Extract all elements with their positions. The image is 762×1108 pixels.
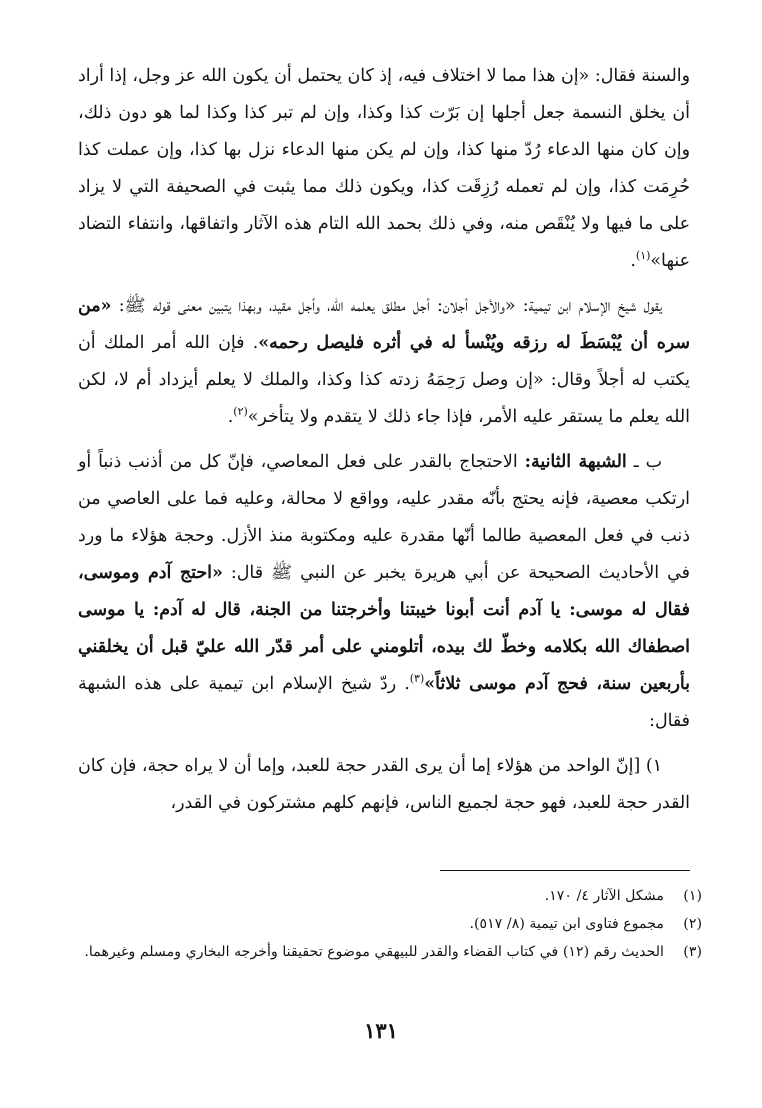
text-run: الاحتجاج بالقدر على فعل المعاصي، فإنّ كل من أذنب ذنباً أو ارتكب معصية، فإنه يحتج بأنّه مقدر عليه، وواقع لا محالة، وعليه فما على العاصي من ذنب في فعل المعصية طالما أنّها مقدرة عليه ومكتوبة منذ الأزل. وحجة هؤلاء ما ورد في الأحاديث الصحيحة عن أبي هريرة يخبر عن النبي ﷺ قال: bbox=[78, 452, 690, 583]
footnote-ref: (٢) bbox=[233, 405, 248, 419]
paragraph-3 bbox=[78, 444, 690, 740]
text-run: ب ـ bbox=[626, 452, 663, 472]
footnotes bbox=[78, 882, 702, 966]
page-number: ١٣١ bbox=[364, 1018, 398, 1043]
footnote-separator bbox=[440, 870, 690, 871]
text-run: . bbox=[630, 251, 636, 271]
text-run: . فإن الله أمر الملك أن يكتب له أجلاً وقال: «إن وصل رَحِمَهُ زدته كذا وكذا، والملك لا يعلم أيزداد أم لا، لكن الله يعلم ما يستقر عليه الأمر، فإذا جاء ذلك لا يتقدم ولا يتأخر» bbox=[78, 333, 690, 427]
footnote-number: (٣) bbox=[683, 944, 702, 960]
body-text bbox=[78, 58, 690, 830]
text-run: والسنة فقال: «إن هذا مما لا اختلاف فيه، إذ كان يحتمل أن يكون الله عز وجل، إذا أراد أن يخلق النسمة جعل أجلها إن بَرّت كذا وكذا، وإن لم تبر كذا وكذا لما هو دون ذلك، وإن كان منها الدعاء رُدّ منها كذا، وإن لم يكن منها الدعاء نزل بها كذا، وإن عملت كذا حُرِمَت كذا، وإن لم تعمله رُزِقَت كذا، ويكون ذلك مما يثبت في الصحيفة التي لا يزاد على ما فيها ولا يُنْقَص منه، وفي ذلك بحمد الله التام هذه الآثار واتفاقها، وانتفاء التضاد عنها» bbox=[78, 66, 690, 271]
footnote-text: مجموع فتاوى ابن تيمية (٨/ ٥١٧). bbox=[469, 916, 664, 932]
bold-text: الشبهة الثانية: bbox=[524, 452, 627, 472]
text-run: . bbox=[227, 407, 234, 427]
footnote-3 bbox=[78, 938, 702, 966]
text-run: . ردّ شيخ الإسلام ابن تيمية على هذه الشبهة فقال: bbox=[78, 674, 690, 731]
text-run: يقول شيخ الإسلام ابن تيمية: «والأجل أجلان: أجل مطلق يعلمه الله، وأجل مقيد، وبهذا يتبين معنى قوله ﷺ: bbox=[111, 296, 662, 316]
footnote-2 bbox=[78, 910, 702, 938]
footnote-number: (٢) bbox=[683, 916, 702, 932]
footnote-text: مشكل الآثار ٤/ ١٧٠. bbox=[544, 888, 664, 904]
text-run: ١) [إنّ الواحد من هؤلاء إما أن يرى القدر حجة للعبد، وإما أن لا يراه حجة، فإن كان القدر حجة للعبد، فهو حجة لجميع الناس، فإنهم كلهم مشتركون في القدر، bbox=[78, 756, 690, 813]
bold-text: «من سره أن يُبْسَطَ له رزقه ويُنْسأ له في أثره فليصل رحمه» bbox=[78, 296, 690, 353]
footnote-ref: (١) bbox=[635, 249, 651, 263]
bold-text: «احتج آدم وموسى، فقال له موسى: يا آدم أنت أبونا خيبتنا وأخرجتنا من الجنة، قال له آدم: يا موسى اصطفاك الله بكلامه وخطّ لك بيده، أتلومني على أمر قدّر الله عليّ قبل أن يخلقني بأربعين سنة، فحج آدم موسى ثلاثاً» bbox=[78, 563, 690, 694]
paragraph-2 bbox=[78, 288, 690, 436]
footnote-1 bbox=[78, 882, 702, 910]
paragraph-1 bbox=[78, 58, 690, 280]
footnote-text: الحديث رقم (١٢) في كتاب القضاء والقدر للبيهقي موضوع تحقيقنا وأخرجه البخاري ومسلم وغيرهما. bbox=[84, 944, 664, 960]
paragraph-4 bbox=[78, 748, 690, 822]
footnote-number: (١) bbox=[683, 888, 702, 904]
footnote-ref: (٣) bbox=[409, 672, 425, 686]
